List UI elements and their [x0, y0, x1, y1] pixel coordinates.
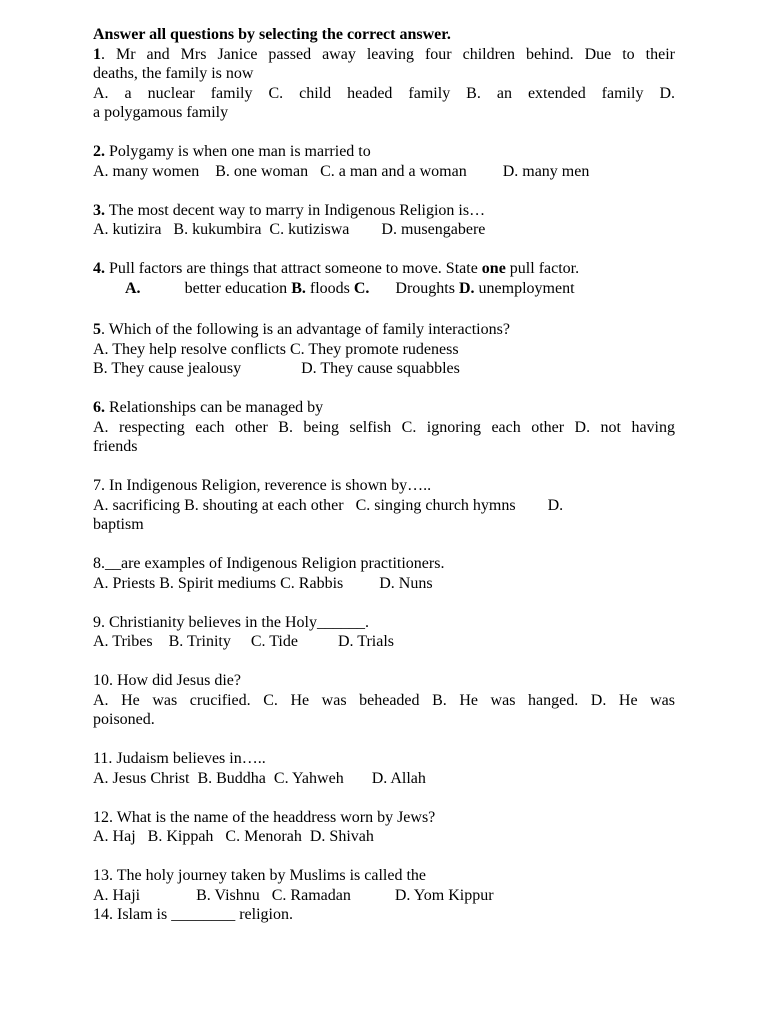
q6-options-1: A. respecting each other B. being selfish C. ignoring each other D. not having: [93, 418, 675, 436]
q4-options: A. better education B. floods C. Droughts D. unemployment: [125, 279, 575, 297]
q10-options-2: poisoned.: [93, 711, 155, 728]
q7-options-2: baptism: [93, 516, 144, 533]
instructions: Answer all questions by selecting the correct answer.: [93, 26, 451, 43]
q6-text: 6. Relationships can be managed by: [93, 399, 324, 416]
q10-options-1: A. He was crucified. C. He was beheaded B. He was hanged. D. He was: [93, 691, 675, 709]
q6-options-2: friends: [93, 438, 138, 455]
q1-options: A. a nuclear family C. child headed family B. an extended family D.: [93, 84, 675, 102]
q11-text: 11. Judaism believes in…..: [93, 750, 266, 767]
q13-text: 13. The holy journey taken by Muslims is called the: [93, 867, 426, 884]
q7-options-1: A. sacrificing B. shouting at each other C. singing church hymns D.: [93, 496, 564, 514]
q1-options-tail: a polygamous family: [93, 104, 229, 121]
q5-number: 5: [93, 321, 101, 338]
q13-options: A. Haji B. Vishnu C. Ramadan D. Yom Kippur: [93, 886, 494, 904]
q3-text: 3. The most decent way to marry in Indigenous Religion is…: [93, 201, 486, 219]
q5-options-1: A. They help resolve conflicts C. They promote rudeness: [93, 340, 459, 358]
q4-text: 4. Pull factors are things that attract someone to move. State one pull factor.: [93, 260, 580, 277]
q14-text: 14. Islam is ________ religion.: [93, 906, 293, 923]
q5-options-2: B. They cause jealousy D. They cause squabbles: [93, 360, 460, 377]
q10-text: 10. How did Jesus die?: [93, 672, 241, 689]
q12-options: A. Haj B. Kippah C. Menorah D. Shivah: [93, 828, 374, 845]
q11-options: A. Jesus Christ B. Buddha C. Yahweh D. Allah: [93, 769, 426, 787]
q6-number: 6.: [93, 399, 105, 416]
q4-number: 4.: [93, 260, 105, 277]
q5-text: 5. Which of the following is an advantage of family interactions?: [93, 321, 510, 338]
q3-number: 3.: [93, 201, 105, 219]
q8-options: A. Priests B. Spirit mediums C. Rabbis D. Nuns: [93, 574, 433, 592]
q2-text: 2. Polygamy is when one man is married to: [93, 143, 371, 160]
q1-number: 1: [93, 45, 101, 63]
q3-options: A. kutizira B. kukumbira C. kutiziswa D. musengabere: [93, 221, 486, 238]
q8-text: 8.__are examples of Indigenous Religion practitioners.: [93, 555, 445, 572]
question-sheet: [93, 25, 675, 925]
q1-text-line-2: deaths, the family is now: [93, 65, 254, 82]
q12-text: 12. What is the name of the headdress worn by Jews?: [93, 808, 436, 826]
q2-options: A. many women B. one woman C. a man and a woman D. many men: [93, 162, 590, 180]
q9-options: A. Tribes B. Trinity C. Tide D. Trials: [93, 633, 394, 650]
q7-text: 7. In Indigenous Religion, reverence is shown by…..: [93, 477, 432, 494]
q1-text-line-1: 1. Mr and Mrs Janice passed away leaving four children behind. Due to their: [93, 45, 675, 63]
q9-text: 9. Christianity believes in the Holy______.: [93, 613, 369, 631]
q2-number: 2.: [93, 143, 105, 160]
